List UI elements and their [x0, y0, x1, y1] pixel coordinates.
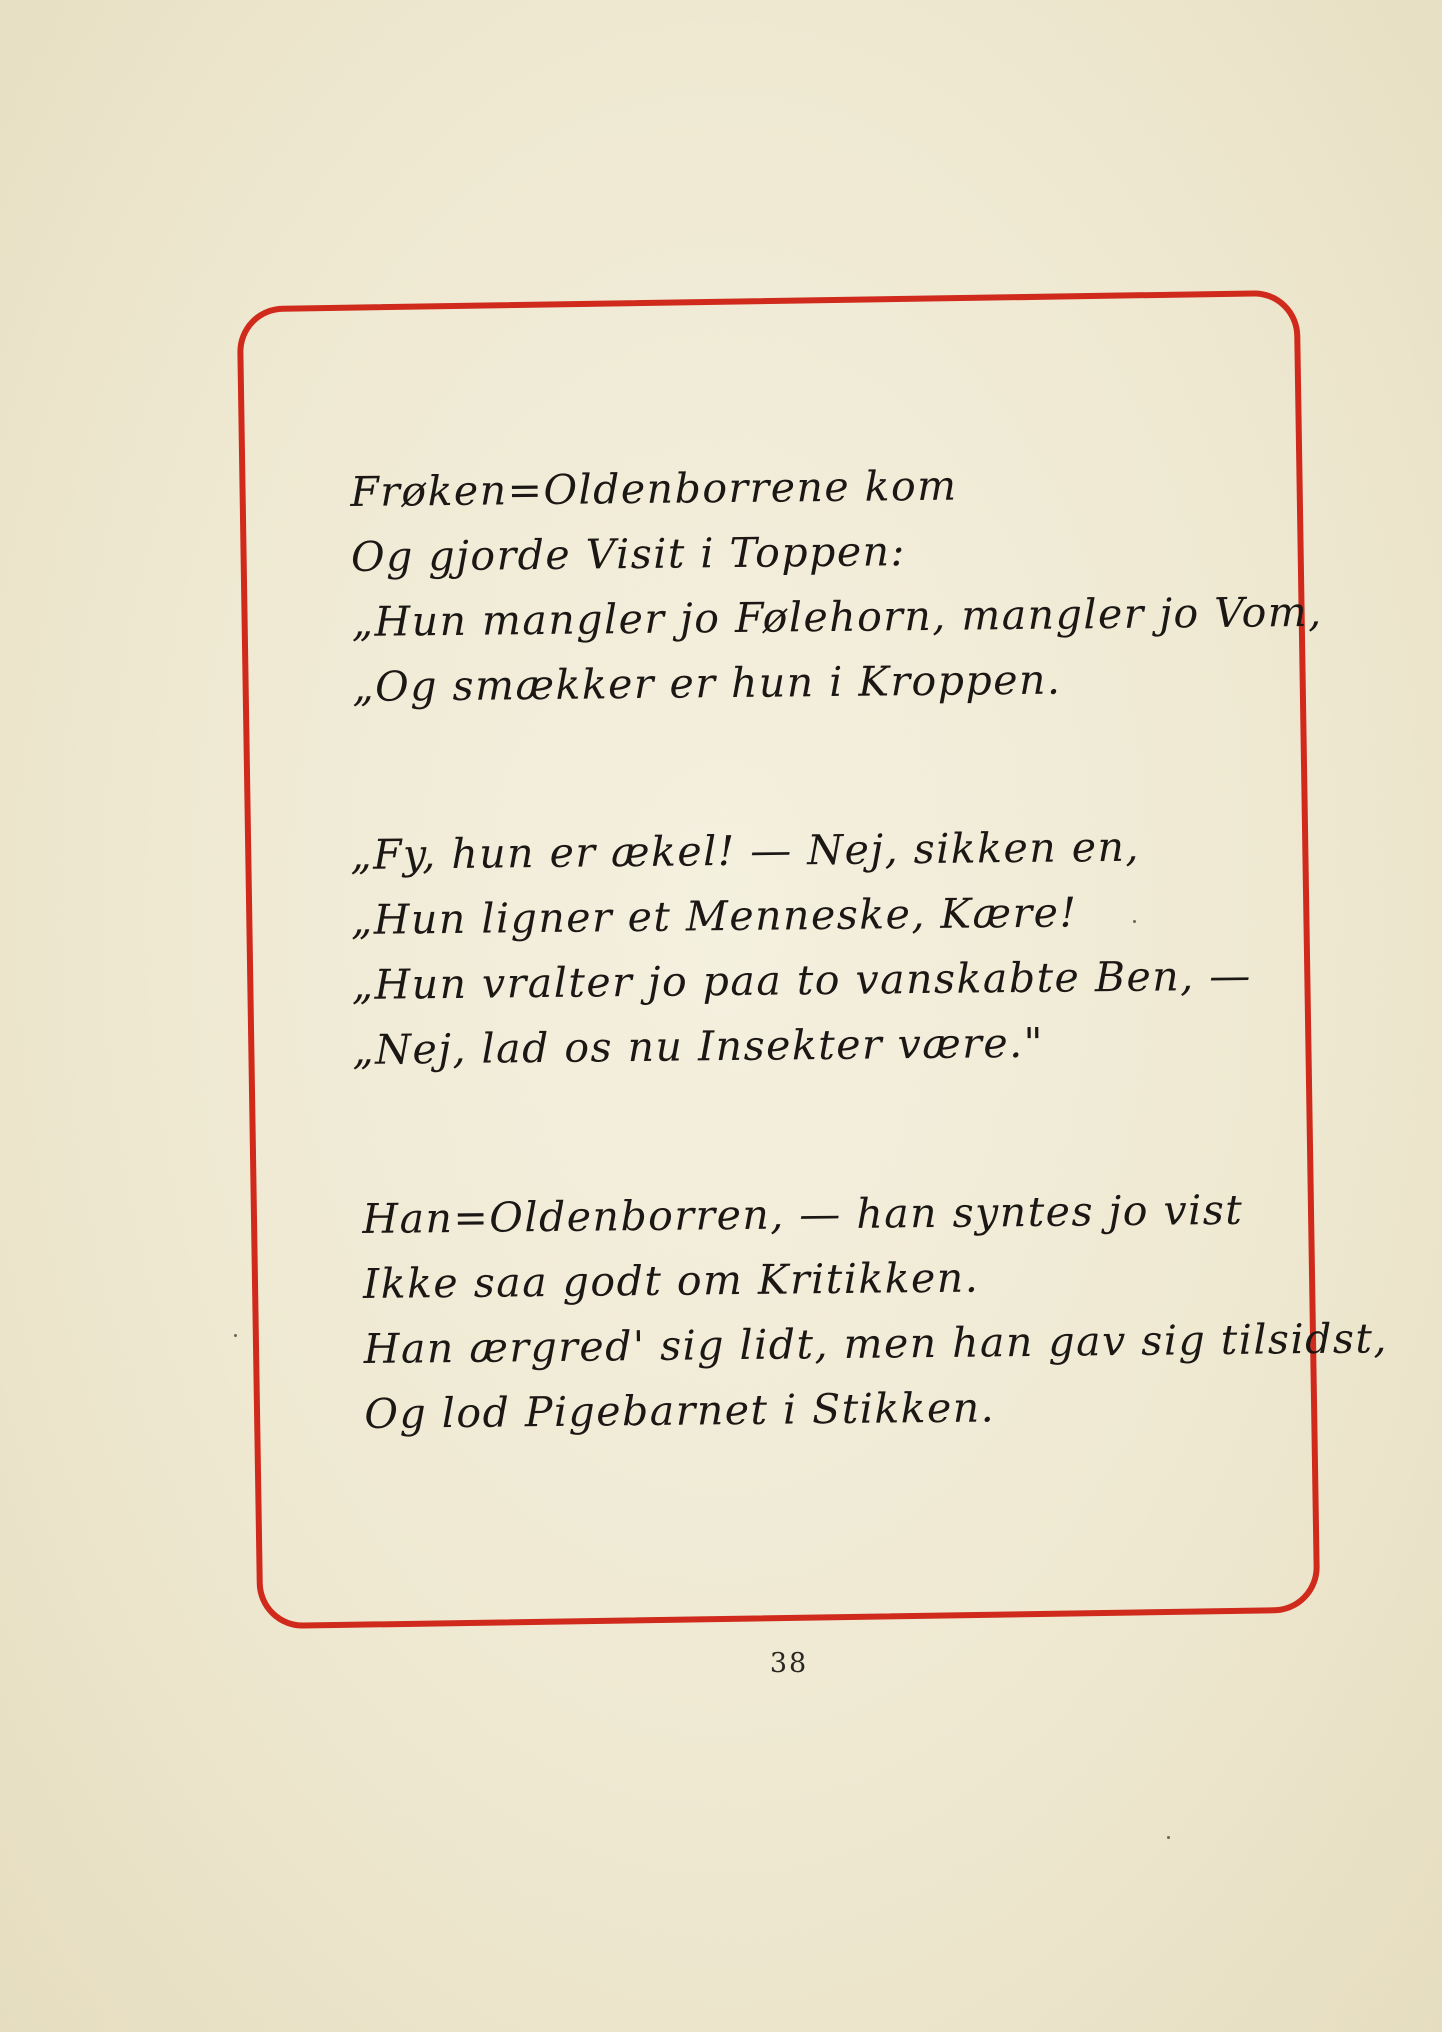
poem-line: Og lod Pigebarnet i Stikken. [364, 1383, 996, 1438]
paper-speck [1167, 1836, 1170, 1839]
poem-line: Ikke saa godt om Kritikken. [362, 1253, 980, 1308]
poem-line: „Hun mangler jo Følehorn, mangler jo Vom, [351, 587, 1323, 646]
poem-line: „Hun vralter jo paa to vanskabte Ben, — [351, 951, 1252, 1009]
poem-line: Frøken=Oldenborrene kom [350, 461, 958, 516]
poem-stanza-3 [362, 1177, 1389, 1447]
poem-stanza-1 [350, 450, 1323, 720]
paper-speck [1133, 920, 1136, 923]
poem-line: „Og smækker er hun i Kroppen. [352, 655, 1062, 711]
poem-line: „Fy, hun er ækel! — Nej, sikken en, [350, 822, 1141, 879]
paper-speck [234, 1334, 237, 1337]
poem-line: „Hun ligner et Menneske, Kære! [350, 888, 1078, 944]
poem-line: Han ærgred' sig lidt, men han gav sig tilsidst, [363, 1314, 1389, 1373]
poem-line: Han=Oldenborren, — han syntes jo vist [362, 1185, 1244, 1243]
poem-line: „Nej, lad os nu Insekter være." [352, 1018, 1045, 1074]
poem-line: Og gjorde Visit i Toppen: [350, 527, 907, 581]
poem-stanza-2 [350, 813, 1273, 1083]
page-number: 38 [769, 1648, 809, 1679]
